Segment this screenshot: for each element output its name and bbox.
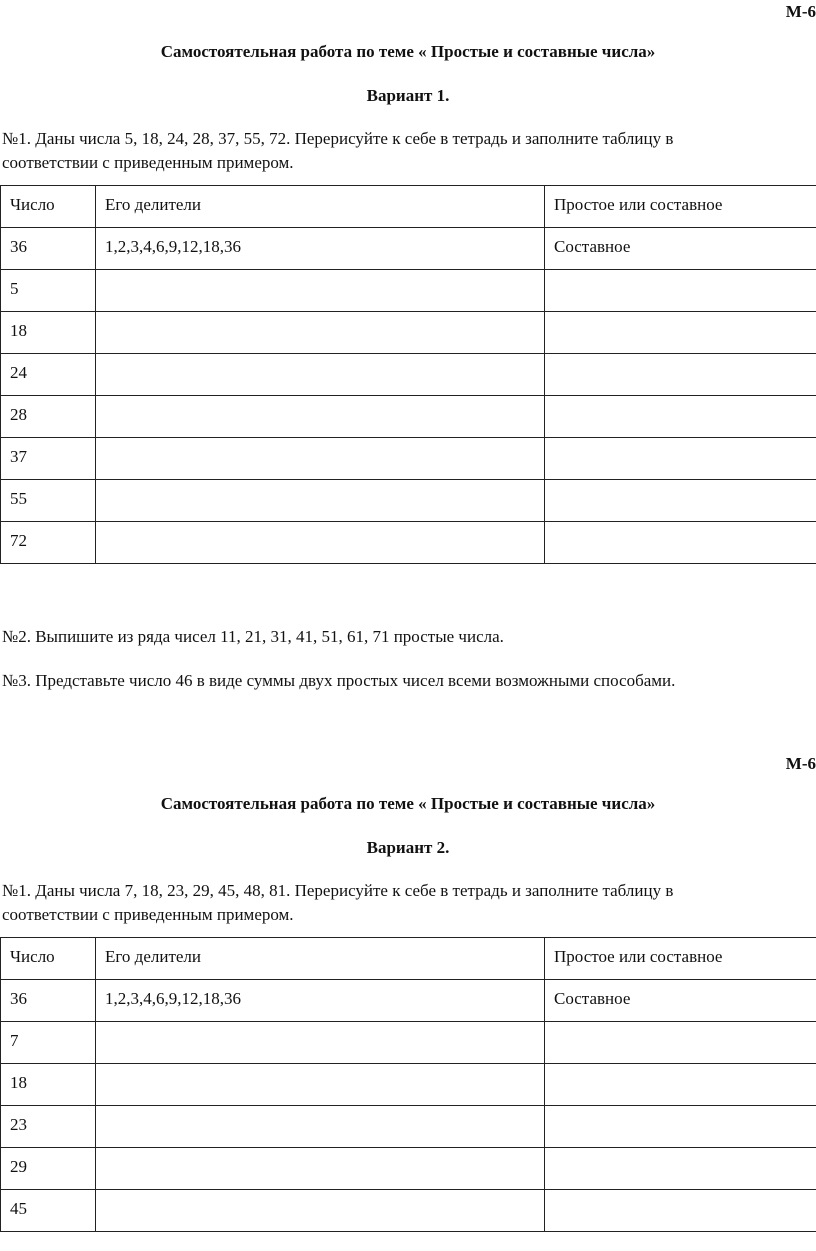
row-type-blank	[545, 480, 816, 522]
example-type: Составное	[545, 980, 816, 1022]
worksheet-code: М-6	[785, 754, 816, 773]
row-divisors-blank	[96, 1106, 545, 1148]
table-row	[1, 438, 816, 480]
task2-text: №2. Выпишите из ряда чисел 11, 21, 31, 41, 51, 61, 71 простые числа.	[2, 627, 504, 646]
table-row	[1, 396, 816, 438]
task1-line-2: соответствии с приведенным примером.	[2, 153, 294, 172]
table-row	[1, 1022, 816, 1064]
row-number: 72	[1, 522, 96, 564]
row-number: 29	[1, 1148, 96, 1190]
table-header-row	[1, 938, 816, 980]
example-number: 36	[1, 228, 96, 270]
row-type-blank	[545, 1190, 816, 1232]
row-type-blank	[545, 522, 816, 564]
header-prime-or-composite: Простое или составное	[545, 938, 816, 980]
row-number: 23	[1, 1106, 96, 1148]
header-number: Число	[1, 186, 96, 228]
example-number: 36	[1, 980, 96, 1022]
task1-text	[2, 127, 792, 175]
table-row	[1, 1064, 816, 1106]
row-divisors-blank	[96, 1148, 545, 1190]
row-divisors-blank	[96, 522, 545, 564]
row-divisors-blank	[96, 438, 545, 480]
row-number: 55	[1, 480, 96, 522]
table-row	[1, 480, 816, 522]
table-row	[1, 270, 816, 312]
divisors-table	[0, 185, 816, 564]
table-example-row	[1, 228, 816, 270]
row-divisors-blank	[96, 1064, 545, 1106]
row-divisors-blank	[96, 354, 545, 396]
example-type: Составное	[545, 228, 816, 270]
example-divisors: 1,2,3,4,6,9,12,18,36	[96, 228, 545, 270]
header-prime-or-composite: Простое или составное	[545, 186, 816, 228]
row-type-blank	[545, 270, 816, 312]
row-number: 45	[1, 1190, 96, 1232]
header-divisors: Его делители	[96, 938, 545, 980]
example-divisors: 1,2,3,4,6,9,12,18,36	[96, 980, 545, 1022]
worksheet-title: Самостоятельная работа по теме « Простые и составные числа»	[160, 794, 656, 813]
row-divisors-blank	[96, 480, 545, 522]
variant-heading: Вариант 1.	[366, 86, 450, 105]
row-number: 5	[1, 270, 96, 312]
row-number: 37	[1, 438, 96, 480]
table-row	[1, 354, 816, 396]
row-divisors-blank	[96, 270, 545, 312]
row-type-blank	[545, 312, 816, 354]
row-number: 7	[1, 1022, 96, 1064]
row-divisors-blank	[96, 312, 545, 354]
task1-text	[2, 879, 792, 927]
row-divisors-blank	[96, 1022, 545, 1064]
row-type-blank	[545, 354, 816, 396]
table-row	[1, 1190, 816, 1232]
row-type-blank	[545, 1022, 816, 1064]
task1-line-2: соответствии с приведенным примером.	[2, 905, 294, 924]
row-type-blank	[545, 1148, 816, 1190]
variant-heading: Вариант 2.	[366, 838, 450, 857]
row-type-blank	[545, 1064, 816, 1106]
task1-line-1: №1. Даны числа 7, 18, 23, 29, 45, 48, 81. Перерисуйте к себе в тетрадь и заполните таблицу в	[2, 881, 674, 900]
header-divisors: Его делители	[96, 186, 545, 228]
divisors-table	[0, 937, 816, 1232]
table-row	[1, 522, 816, 564]
table-row	[1, 1106, 816, 1148]
task1-line-1: №1. Даны числа 5, 18, 24, 28, 37, 55, 72. Перерисуйте к себе в тетрадь и заполните таблицу в	[2, 129, 674, 148]
row-number: 28	[1, 396, 96, 438]
worksheet-code: М-6	[785, 2, 816, 21]
table-example-row	[1, 980, 816, 1022]
row-type-blank	[545, 396, 816, 438]
row-number: 24	[1, 354, 96, 396]
table-header-row	[1, 186, 816, 228]
worksheet-title: Самостоятельная работа по теме « Простые и составные числа»	[160, 42, 656, 61]
row-divisors-blank	[96, 1190, 545, 1232]
row-number: 18	[1, 1064, 96, 1106]
row-divisors-blank	[96, 396, 545, 438]
row-number: 18	[1, 312, 96, 354]
row-type-blank	[545, 438, 816, 480]
table-row	[1, 312, 816, 354]
table-row	[1, 1148, 816, 1190]
task3-text: №3. Представьте число 46 в виде суммы двух простых чисел всеми возможными способами.	[2, 671, 676, 690]
row-type-blank	[545, 1106, 816, 1148]
header-number: Число	[1, 938, 96, 980]
